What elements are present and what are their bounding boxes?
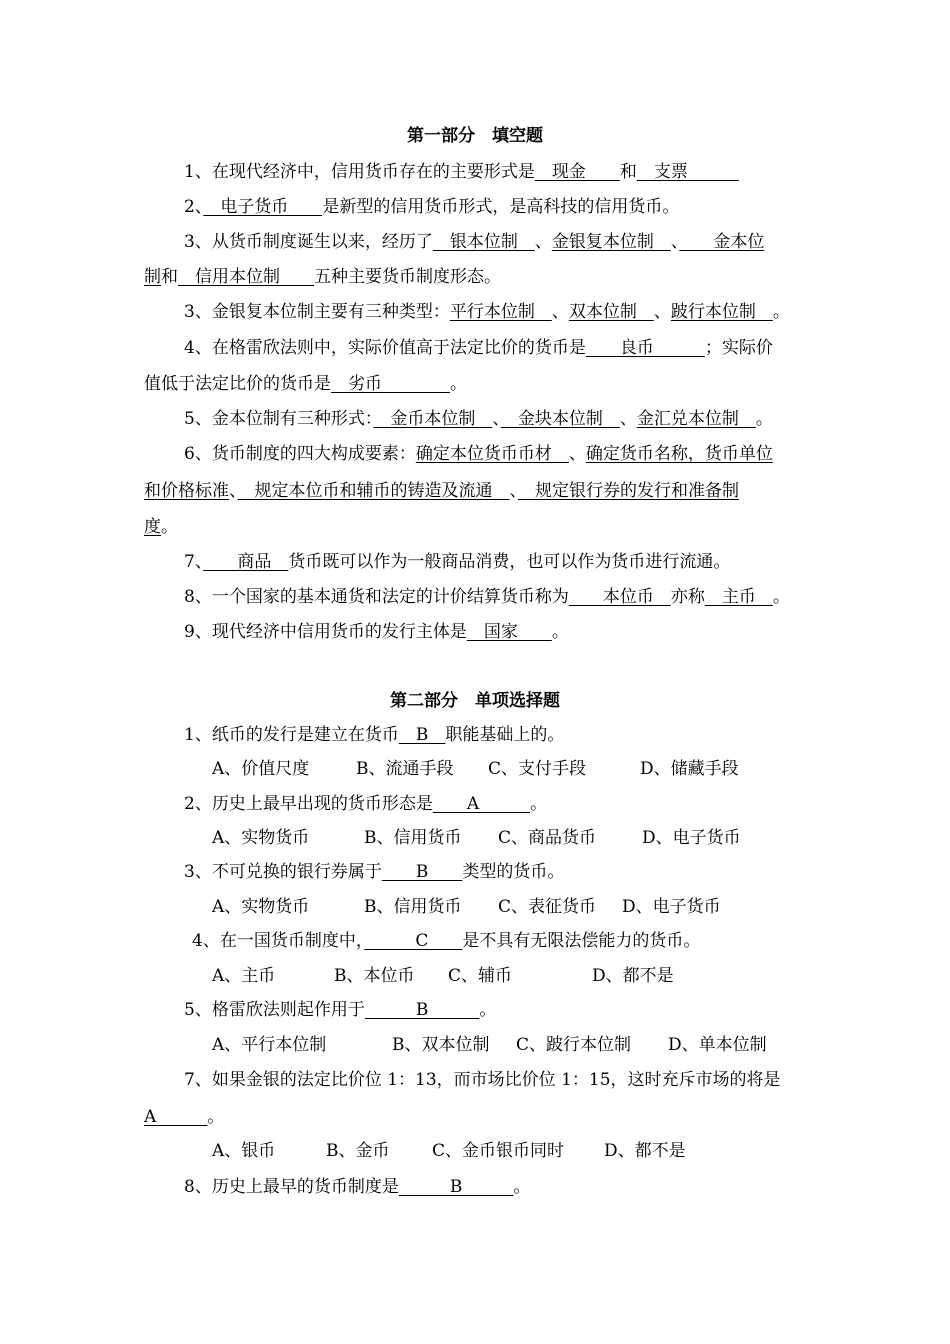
q-text: 类型的货币。	[462, 862, 565, 882]
answer-blank: B	[364, 1000, 480, 1020]
q-text: 。	[530, 794, 548, 814]
q-text: 职能基础上的。	[445, 725, 565, 745]
answer-blank: 商品	[203, 552, 289, 572]
q-text: 2、历史上最早出现的货币形态是	[184, 794, 433, 814]
option: B、信用货币	[364, 828, 462, 848]
separator: 、	[492, 409, 501, 429]
part1-q1	[144, 161, 849, 183]
answer-blank: 现金	[534, 162, 620, 182]
q-text: 8、一个国家的基本通货和法定的计价结算货币称为	[184, 587, 569, 607]
option: A、实物货币	[212, 897, 310, 917]
q-text: 。	[772, 587, 790, 607]
option: D、都不是	[592, 966, 674, 986]
part2-q3	[144, 861, 849, 883]
separator: 、	[229, 481, 238, 501]
part1-q3-line2	[144, 266, 809, 288]
option: B、双本位制	[392, 1035, 490, 1055]
option: B、本位币	[334, 966, 415, 986]
answer-blank: A	[144, 1107, 208, 1127]
q-text: 。	[551, 622, 569, 642]
answer-blank: 平行本位制	[449, 302, 552, 322]
option: C、支付手段	[488, 759, 587, 779]
option: C、跛行本位制	[516, 1035, 632, 1055]
part1-title: 第一部分 填空题	[407, 126, 543, 146]
part2-q2-options	[144, 827, 877, 849]
q-text: 5、金本位制有三种形式：	[184, 409, 374, 429]
q-text: 。	[161, 517, 178, 537]
q-text: 1、在现代经济中，信用货币存在的主要形式是	[184, 162, 535, 182]
q-text: 。	[479, 1000, 497, 1020]
q-text: 3、从货币制度诞生以来，经历了	[184, 232, 433, 252]
answer-blank: 主币	[704, 587, 773, 607]
q-text: 是新型的信用货币形式，是高科技的信用货币。	[322, 197, 680, 217]
option: C、商品货币	[498, 828, 597, 848]
part1-q6-line2	[144, 480, 809, 502]
q-text: 3、不可兑换的银行券属于	[184, 862, 382, 882]
option: C、金币银币同时	[432, 1141, 565, 1161]
answer-blank: 信用本位制	[178, 267, 314, 287]
q-text: 和	[619, 162, 637, 182]
part1-q3b	[144, 301, 849, 323]
answer-blank: 银本位制	[432, 232, 535, 252]
q-text: 是不具有无限法偿能力的货币。	[462, 931, 701, 951]
separator: 、	[568, 444, 586, 464]
part2-q5-options	[144, 1034, 877, 1056]
answer-blank: 制	[144, 267, 161, 287]
part2-q7-line2	[144, 1106, 809, 1128]
answer-blank: B	[381, 862, 463, 882]
part2-q7-options	[144, 1140, 877, 1162]
q-text: 6、货币制度的四大构成要素：	[184, 444, 416, 464]
answer-blank: 金块本位制	[500, 409, 620, 429]
option: A、平行本位制	[212, 1035, 327, 1055]
q-text: 7、	[184, 552, 204, 572]
answer-blank: 跛行本位制	[670, 302, 773, 322]
answer-blank: 国家	[466, 622, 552, 642]
q-text: ；实际价	[704, 338, 773, 358]
part1-q6-line1	[144, 443, 849, 465]
separator: 、	[653, 302, 671, 322]
option: B、金币	[326, 1141, 390, 1161]
option: D、电子货币	[642, 828, 741, 848]
separator: 、	[509, 481, 518, 501]
part2-q1-options	[144, 758, 877, 780]
answer-blank: B	[398, 725, 446, 745]
separator: 、	[619, 409, 637, 429]
option: A、银币	[212, 1141, 276, 1161]
part2-q4	[144, 930, 857, 952]
answer-blank: 金本位	[679, 232, 765, 252]
separator: 、	[670, 232, 680, 252]
option: C、辅币	[448, 966, 513, 986]
q-text: 五种主要货币制度形态。	[314, 267, 501, 287]
q-text: 8、历史上最早的货币制度是	[184, 1177, 399, 1197]
option: A、主币	[212, 966, 276, 986]
answer-blank: 确定本位货币币材	[415, 444, 569, 464]
option: C、表征货币	[498, 897, 597, 917]
part1-q6-line3	[144, 516, 809, 538]
answer-blank: 支票	[636, 162, 739, 182]
part1-q4-line2	[144, 373, 809, 395]
q-text: 货币既可以作为一般商品消费，也可以作为货币进行流通。	[288, 552, 731, 572]
part2-q8	[144, 1176, 849, 1198]
part1-q2	[144, 196, 849, 218]
answer-blank: A	[432, 794, 531, 814]
q-text: 。	[513, 1177, 531, 1197]
option: A、价值尺度	[212, 759, 310, 779]
q-text: 。	[755, 409, 773, 429]
part2-q4-options	[144, 965, 877, 987]
q-text: 7、如果金银的法定比价位 1：13，而市场比价位 1：15，这时充斥市场的将是	[184, 1070, 781, 1090]
q-text: 4、在格雷欣法则中，实际价值高于法定比价的货币是	[184, 338, 586, 358]
answer-blank: 规定银行券的发行和准备制	[518, 481, 739, 501]
q-text: 2、	[184, 197, 204, 217]
separator: 和	[161, 267, 178, 287]
q-text: 值低于法定比价的货币是	[144, 374, 331, 394]
part1-q8	[144, 586, 849, 608]
part1-q4-line1	[144, 337, 849, 359]
part1-q9	[144, 621, 849, 643]
answer-blank: 劣币	[331, 374, 450, 394]
part2-q1	[144, 724, 849, 746]
q-text: 1、纸币的发行是建立在货币	[184, 725, 399, 745]
q-text: 。	[207, 1107, 225, 1127]
part1-q3-line1	[144, 231, 849, 253]
q-text: 4、在一国货币制度中，	[192, 931, 365, 951]
part2-title: 第二部分 单项选择题	[390, 691, 560, 711]
answer-blank: 金汇兑本位制	[636, 409, 756, 429]
part1-q5	[144, 408, 849, 430]
answer-blank: 双本位制	[568, 302, 654, 322]
option: B、信用货币	[364, 897, 462, 917]
option: D、电子货币	[622, 897, 721, 917]
q-text: 亦称	[670, 587, 705, 607]
option: D、储藏手段	[640, 759, 739, 779]
answer-blank: 本位币	[568, 587, 671, 607]
q-text: 5、格雷欣法则起作用于	[184, 1000, 365, 1020]
part1-q7	[144, 551, 849, 573]
answer-blank: 规定本位币和辅币的铸造及流通	[237, 481, 510, 501]
q-text: 9、现代经济中信用货币的发行主体是	[184, 622, 467, 642]
answer-blank: B	[398, 1177, 514, 1197]
option: D、都不是	[604, 1141, 686, 1161]
answer-blank: C	[364, 931, 463, 951]
part2-q5	[144, 999, 849, 1021]
answer-blank: 确定货币名称，货币单位	[585, 444, 773, 464]
answer-blank: 金币本位制	[373, 409, 493, 429]
part2-q2	[144, 793, 849, 815]
q-text: 3、金银复本位制主要有三种类型：	[184, 302, 450, 322]
answer-blank: 和价格标准	[144, 481, 229, 501]
answer-blank: 电子货币	[203, 197, 323, 217]
answer-blank: 金银复本位制	[551, 232, 671, 252]
answer-blank: 良币	[585, 338, 705, 358]
q-text: 。	[450, 374, 467, 394]
separator: 、	[551, 302, 569, 322]
part2-q3-options	[144, 896, 877, 918]
option: D、单本位制	[668, 1035, 767, 1055]
option: A、实物货币	[212, 828, 310, 848]
part2-q7-line1	[144, 1069, 849, 1091]
answer-blank: 度	[144, 517, 161, 537]
q-text: 。	[772, 302, 790, 322]
separator: 、	[534, 232, 552, 252]
option: B、流通手段	[356, 759, 454, 779]
